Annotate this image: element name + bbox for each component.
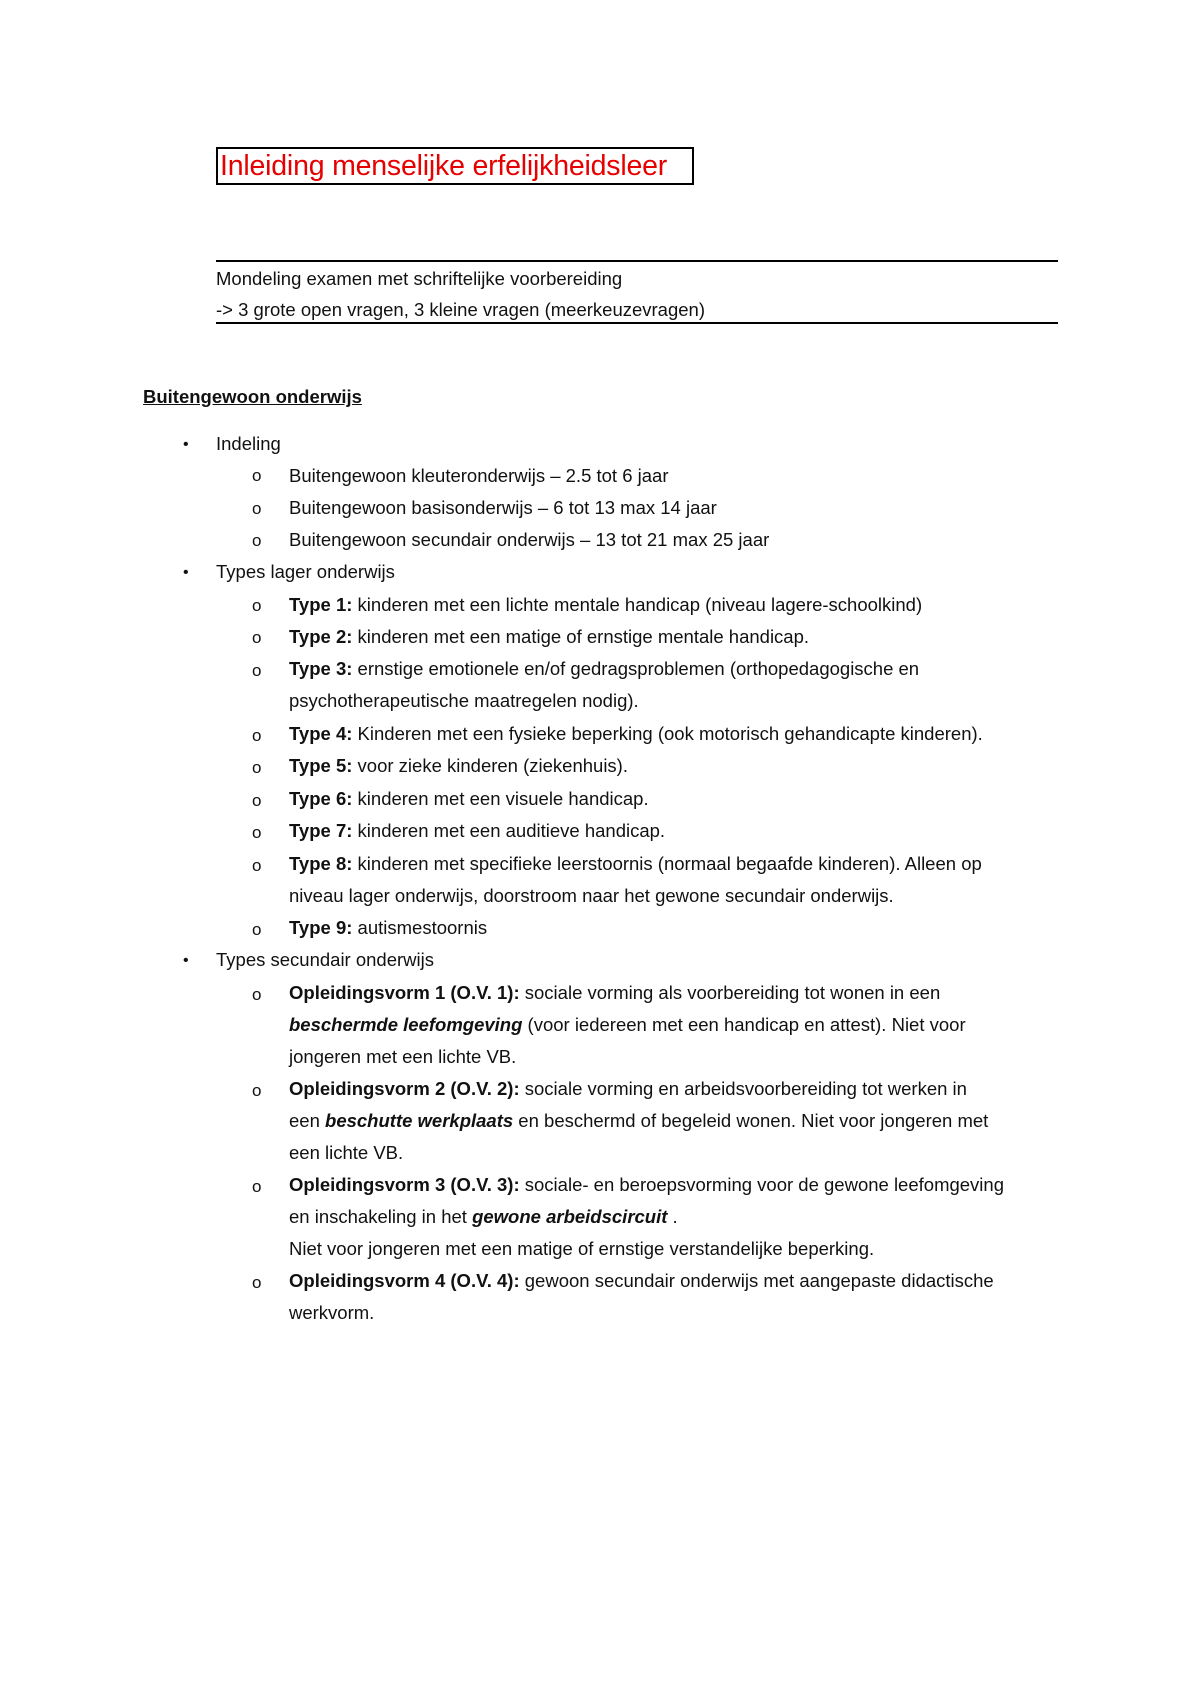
item-label: Opleidingsvorm 4 (O.V. 4): <box>289 1270 520 1291</box>
section-heading: Buitengewoon onderwijs <box>143 386 362 407</box>
item-label: Type 2: <box>289 626 353 647</box>
sub-bullet-icon: o <box>252 856 262 875</box>
sub-bullet-icon: o <box>252 920 262 939</box>
sub-bullet-icon: o <box>252 791 262 810</box>
list-item: Buitengewoon basisonderwijs – 6 tot 13 max 14 jaar <box>289 497 717 518</box>
list-item <box>289 1270 994 1292</box>
item-label: Type 5: <box>289 755 353 776</box>
bullet-icon: • <box>183 952 189 969</box>
item-label: Type 4: <box>289 723 353 744</box>
list-item <box>289 626 809 648</box>
list-item-continuation: Niet voor jongeren met een matige of ernstige verstandelijke beperking. <box>289 1238 875 1259</box>
item-label: Opleidingsvorm 2 (O.V. 2): <box>289 1078 520 1099</box>
list-item-continuation: psychotherapeutische maatregelen nodig). <box>289 690 639 711</box>
item-label: Opleidingsvorm 1 (O.V. 1): <box>289 982 520 1003</box>
bullet-label-types-lager: Types lager onderwijs <box>216 561 395 582</box>
exam-line-1: Mondeling examen met schriftelijke voorbereiding <box>216 268 623 289</box>
item-label: Opleidingsvorm 3 (O.V. 3): <box>289 1174 520 1195</box>
sub-bullet-icon: o <box>252 1273 262 1292</box>
item-text: kinderen met een auditieve handicap. <box>352 820 666 841</box>
sub-bullet-icon: o <box>252 726 262 745</box>
item-text: gewoon secundair onderwijs met aangepaste didactische <box>519 1270 994 1291</box>
item-text: een <box>289 1110 326 1131</box>
item-text: (voor iedereen met een handicap en attest). Niet voor <box>522 1014 966 1035</box>
list-item <box>289 820 665 842</box>
list-item-continuation: niveau lager onderwijs, doorstroom naar het gewone secundair onderwijs. <box>289 885 894 906</box>
item-emphasis: gewone arbeidscircuit <box>472 1206 668 1227</box>
sub-bullet-icon: o <box>252 758 262 777</box>
sub-bullet-icon: o <box>252 1081 262 1100</box>
sub-bullet-icon: o <box>252 823 262 842</box>
sub-bullet-icon: o <box>252 596 262 615</box>
sub-bullet-icon: o <box>252 499 262 518</box>
item-text: Kinderen met een fysieke beperking (ook motorisch gehandicapte kinderen). <box>352 723 983 744</box>
item-text: . <box>667 1206 678 1227</box>
item-text: sociale vorming als voorbereiding tot wonen in een <box>519 982 941 1003</box>
list-item <box>289 853 982 875</box>
item-label: Type 1: <box>289 594 353 615</box>
list-item <box>289 982 940 1004</box>
item-text: autismestoornis <box>352 917 488 938</box>
sub-bullet-icon: o <box>252 985 262 1004</box>
sub-bullet-icon: o <box>252 531 262 550</box>
exam-line-2: -> 3 grote open vragen, 3 kleine vragen (meerkeuzevragen) <box>216 299 705 320</box>
list-item-continuation <box>289 1206 678 1228</box>
list-item <box>289 788 649 810</box>
item-label: Type 3: <box>289 658 353 679</box>
list-item <box>289 1078 967 1100</box>
item-text: en inschakeling in het <box>289 1206 473 1227</box>
list-item: Buitengewoon secundair onderwijs – 13 tot 21 max 25 jaar <box>289 529 770 550</box>
list-item <box>289 594 922 616</box>
list-item: Buitengewoon kleuteronderwijs – 2.5 tot 6 jaar <box>289 465 669 486</box>
sub-bullet-icon: o <box>252 628 262 647</box>
document-title: Inleiding menselijke erfelijkheidsleer <box>220 149 668 182</box>
item-text: voor zieke kinderen (ziekenhuis). <box>352 755 628 776</box>
list-item-continuation: werkvorm. <box>289 1302 375 1323</box>
item-label: Type 8: <box>289 853 353 874</box>
item-text: kinderen met specifieke leerstoornis (normaal begaafde kinderen). Alleen op <box>352 853 982 874</box>
item-label: Type 9: <box>289 917 353 938</box>
sub-bullet-icon: o <box>252 661 262 680</box>
list-item <box>289 658 919 680</box>
bullet-icon: • <box>183 564 189 581</box>
bullet-label-types-secundair: Types secundair onderwijs <box>216 949 434 970</box>
item-text: sociale- en beroepsvorming voor de gewone leefomgeving <box>519 1174 1004 1195</box>
item-text: sociale vorming en arbeidsvoorbereiding tot werken in <box>519 1078 967 1099</box>
item-label: Type 6: <box>289 788 353 809</box>
list-item-continuation <box>289 1110 988 1132</box>
list-item-continuation <box>289 1014 966 1036</box>
list-item <box>289 917 487 939</box>
bullet-label-indeling: Indeling <box>216 433 281 454</box>
sub-bullet-icon: o <box>252 1177 262 1196</box>
title-box <box>216 147 694 185</box>
item-text: kinderen met een matige of ernstige mentale handicap. <box>352 626 810 647</box>
exam-info-box <box>216 260 1058 324</box>
sub-bullet-icon: o <box>252 466 262 485</box>
bullet-icon: • <box>183 436 189 453</box>
item-emphasis: beschutte werkplaats <box>325 1110 514 1131</box>
item-text: en beschermd of begeleid wonen. Niet voor jongeren met <box>513 1110 989 1131</box>
list-item <box>289 755 628 777</box>
item-label: Type 7: <box>289 820 353 841</box>
item-emphasis: beschermde leefomgeving <box>289 1014 523 1035</box>
item-text: kinderen met een lichte mentale handicap (niveau lagere-schoolkind) <box>352 594 923 615</box>
list-item <box>289 1174 1004 1196</box>
list-item-continuation: jongeren met een lichte VB. <box>289 1046 517 1067</box>
list-item-continuation: een lichte VB. <box>289 1142 404 1163</box>
list-item <box>289 723 983 745</box>
item-text: ernstige emotionele en/of gedragsproblemen (orthopedagogische en <box>352 658 920 679</box>
item-text: kinderen met een visuele handicap. <box>352 788 649 809</box>
